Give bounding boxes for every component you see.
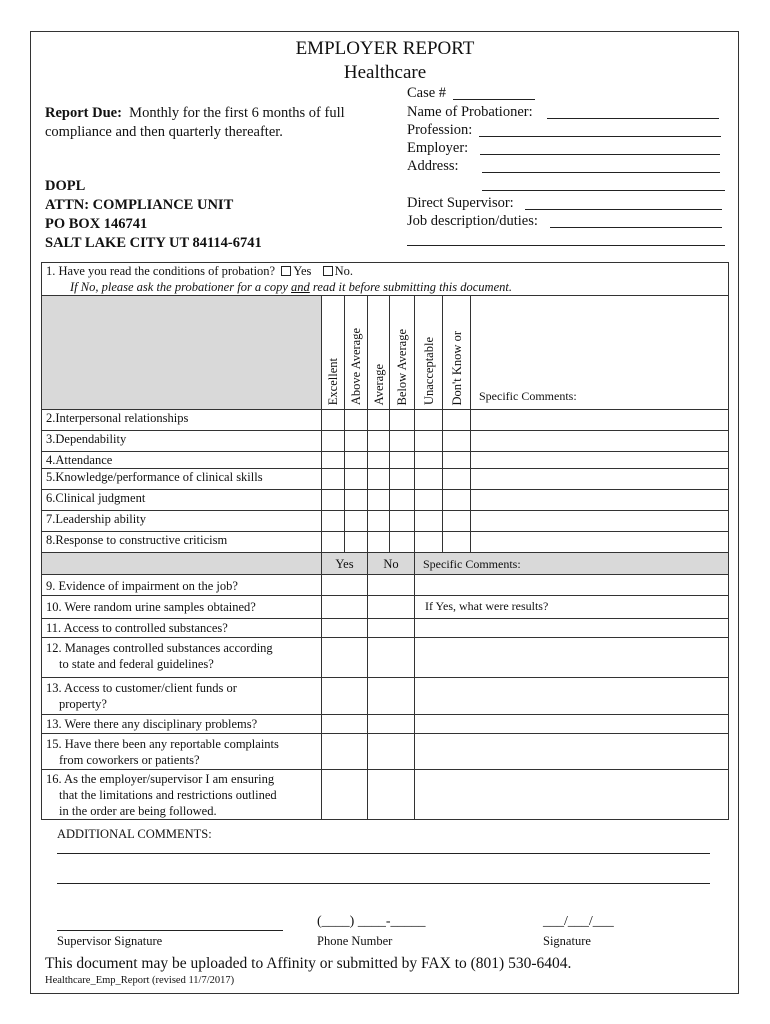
rating-cell[interactable]	[415, 532, 443, 553]
q15-yes[interactable]	[322, 734, 368, 770]
q1-row	[42, 263, 729, 296]
mailing-line-1: DOPL	[45, 178, 86, 194]
rating-comment-cell[interactable]	[471, 511, 729, 532]
report-due	[45, 104, 345, 142]
profession-label: Profession:	[407, 122, 473, 138]
date-field[interactable]: ___/___/___	[543, 914, 614, 929]
q1-yes-label: Yes	[293, 264, 312, 278]
mailing-line-2: ATTN: COMPLIANCE UNIT	[45, 197, 234, 213]
rating-cell[interactable]	[443, 452, 471, 469]
rating-row	[42, 490, 729, 511]
case-label: Case #	[407, 85, 447, 101]
col-dont-know: Don't Know or	[443, 296, 471, 410]
rating-cell[interactable]	[415, 469, 443, 490]
rating-cell[interactable]	[443, 511, 471, 532]
rating-cell[interactable]	[415, 490, 443, 511]
q13b-no[interactable]	[368, 715, 415, 734]
rating-row-label: 6.Clinical judgment	[42, 490, 322, 511]
rating-row	[42, 431, 729, 452]
q1-text: 1. Have you read the conditions of probation?	[46, 264, 276, 278]
rating-cell[interactable]	[390, 532, 415, 553]
q16-no[interactable]	[368, 770, 415, 820]
q15-comment[interactable]	[415, 734, 729, 770]
rating-cell[interactable]	[368, 469, 390, 490]
additional-comments-label: ADDITIONAL COMMENTS:	[57, 827, 212, 841]
rating-cell[interactable]	[390, 410, 415, 431]
rating-cell[interactable]	[345, 532, 368, 553]
col-unacceptable: Unacceptable	[415, 296, 443, 410]
probationer-label: Name of Probationer:	[407, 104, 533, 120]
rating-cell[interactable]	[322, 490, 345, 511]
q1-no-label: No.	[334, 264, 353, 278]
rating-cell[interactable]	[345, 431, 368, 452]
rating-row-label: 4.Attendance	[42, 452, 322, 469]
col-excellent: Excellent	[322, 296, 345, 410]
address-field-1[interactable]	[482, 172, 720, 173]
q10-note: If Yes, what were results?	[425, 599, 549, 613]
rating-cell[interactable]	[390, 511, 415, 532]
supervisor-field[interactable]	[525, 209, 722, 210]
report-due-text-1: Monthly for the first 6 months of full	[129, 105, 345, 121]
rating-cell[interactable]	[345, 469, 368, 490]
rating-cell[interactable]	[368, 511, 390, 532]
signature-label: Signature	[543, 934, 591, 948]
job-field-1[interactable]	[550, 227, 722, 228]
rating-cell[interactable]	[443, 490, 471, 511]
address-label: Address:	[407, 158, 459, 174]
yes-column-header: Yes	[322, 553, 368, 575]
mailing-address	[45, 177, 262, 253]
rating-cell[interactable]	[368, 452, 390, 469]
address-field-2[interactable]	[482, 190, 725, 191]
q15-no[interactable]	[368, 734, 415, 770]
rating-cell[interactable]	[322, 469, 345, 490]
supervisor-label: Direct Supervisor:	[407, 195, 514, 211]
q12-yes[interactable]	[322, 638, 368, 678]
rating-cell[interactable]	[345, 410, 368, 431]
rating-row-label: 5.Knowledge/performance of clinical skills	[42, 469, 322, 490]
q10-label: 10. Were random urine samples obtained?	[42, 596, 322, 619]
q1-yes-checkbox[interactable]	[281, 266, 291, 276]
q12-comment[interactable]	[415, 638, 729, 678]
rating-cell[interactable]	[390, 431, 415, 452]
rating-row	[42, 469, 729, 490]
yesno-comments-header: Specific Comments:	[415, 553, 729, 575]
q9-yes[interactable]	[322, 575, 368, 596]
rating-row	[42, 511, 729, 532]
rating-row-label: 8.Response to constructive criticism	[42, 532, 322, 553]
report-due-text-2: compliance and then quarterly thereafter.	[45, 124, 283, 140]
rating-cell[interactable]	[368, 490, 390, 511]
q9-no[interactable]	[368, 575, 415, 596]
q11-comment[interactable]	[415, 619, 729, 638]
rating-comments-header: Specific Comments:	[471, 296, 729, 410]
rating-row-label: 2.Interpersonal relationships	[42, 410, 322, 431]
rating-cell[interactable]	[390, 490, 415, 511]
q16-label: 16. As the employer/supervisor I am ensuring that the limitations and restrictions outlined in the order are being followed.	[42, 770, 322, 820]
job-label: Job description/duties:	[407, 213, 538, 229]
rating-cell[interactable]	[322, 431, 345, 452]
rating-row-label: 7.Leadership ability	[42, 511, 322, 532]
rating-cell[interactable]	[345, 490, 368, 511]
rating-cell[interactable]	[415, 410, 443, 431]
employer-label: Employer:	[407, 140, 469, 156]
q16-yes[interactable]	[322, 770, 368, 820]
rating-comment-cell[interactable]	[471, 410, 729, 431]
rating-comment-cell[interactable]	[471, 490, 729, 511]
employer-field[interactable]	[480, 154, 720, 155]
rating-comment-cell[interactable]	[471, 431, 729, 452]
rating-comment-cell[interactable]	[471, 452, 729, 469]
q13a-no[interactable]	[368, 678, 415, 715]
q10-comment[interactable]	[415, 596, 729, 619]
q13b-comment[interactable]	[415, 715, 729, 734]
q12-label: 12. Manages controlled substances according to state and federal guidelines?	[42, 638, 322, 678]
additional-comments-line-2[interactable]	[57, 883, 710, 884]
q15-label: 15. Have there been any reportable complaints from coworkers or patients?	[42, 734, 322, 770]
case-field[interactable]	[453, 99, 535, 100]
q13a-label: 13. Access to customer/client funds or property?	[42, 678, 322, 715]
rating-cell[interactable]	[443, 431, 471, 452]
footer-note: This document may be uploaded to Affinity or submitted by FAX to (801) 530-6404.	[45, 955, 572, 972]
supervisor-signature-label: Supervisor Signature	[57, 934, 163, 948]
rating-cell[interactable]	[415, 511, 443, 532]
q10-yes[interactable]	[322, 596, 368, 619]
phone-field[interactable]: (____) ____-_____	[317, 914, 426, 929]
q11-no[interactable]	[368, 619, 415, 638]
rating-cell[interactable]	[390, 452, 415, 469]
col-above-average: Above Average	[345, 296, 368, 410]
q13a-yes[interactable]	[322, 678, 368, 715]
col-below-average: Below Average	[390, 296, 415, 410]
yesno-header-blank	[42, 553, 322, 575]
rating-comment-cell[interactable]	[471, 469, 729, 490]
q11-yes[interactable]	[322, 619, 368, 638]
rating-cell[interactable]	[368, 431, 390, 452]
rating-cell[interactable]	[322, 410, 345, 431]
rating-row	[42, 532, 729, 553]
q13a-comment[interactable]	[415, 678, 729, 715]
probationer-field[interactable]	[547, 118, 719, 119]
evaluation-table	[41, 262, 729, 820]
rating-comment-cell[interactable]	[471, 532, 729, 553]
rating-cell[interactable]	[322, 532, 345, 553]
rating-row-label: 3.Dependability	[42, 431, 322, 452]
rating-cell[interactable]	[443, 532, 471, 553]
rating-row	[42, 410, 729, 431]
rating-cell[interactable]	[443, 469, 471, 490]
rating-cell[interactable]	[368, 532, 390, 553]
no-column-header: No	[368, 553, 415, 575]
q1-no-checkbox[interactable]	[323, 266, 333, 276]
form-subtitle: Healthcare	[343, 62, 427, 83]
q16-comment[interactable]	[415, 770, 729, 820]
form-title: EMPLOYER REPORT	[295, 38, 475, 59]
col-average: Average	[368, 296, 390, 410]
report-due-label: Report Due:	[45, 105, 122, 121]
rating-cell[interactable]	[322, 452, 345, 469]
rating-cell[interactable]	[390, 469, 415, 490]
rating-header-blank	[42, 296, 322, 410]
q10-no[interactable]	[368, 596, 415, 619]
mailing-line-3: PO BOX 146741	[45, 216, 148, 232]
mailing-line-4: SALT LAKE CITY UT 84114-6741	[45, 235, 262, 251]
q13b-yes[interactable]	[322, 715, 368, 734]
rating-cell[interactable]	[322, 511, 345, 532]
q9-comment[interactable]	[415, 575, 729, 596]
rating-row	[42, 452, 729, 469]
q12-no[interactable]	[368, 638, 415, 678]
revision-note: Healthcare_Emp_Report (revised 11/7/2017)	[45, 975, 235, 986]
supervisor-signature-line[interactable]	[57, 930, 283, 931]
rating-cell[interactable]	[415, 452, 443, 469]
rating-cell[interactable]	[368, 410, 390, 431]
rating-cell[interactable]	[443, 410, 471, 431]
q9-label: 9. Evidence of impairment on the job?	[42, 575, 322, 596]
q13b-label: 13. Were there any disciplinary problems?	[42, 715, 322, 734]
rating-cell[interactable]	[345, 511, 368, 532]
q11-label: 11. Access to controlled substances?	[42, 619, 322, 638]
rating-cell[interactable]	[345, 452, 368, 469]
profession-field[interactable]	[479, 136, 721, 137]
rating-cell[interactable]	[415, 431, 443, 452]
phone-label: Phone Number	[317, 934, 393, 948]
job-field-2[interactable]	[407, 245, 725, 246]
q1-note: If No, please ask the probationer for a copy and read it before submitting this document.	[70, 280, 512, 294]
additional-comments-line-1[interactable]	[57, 853, 710, 854]
